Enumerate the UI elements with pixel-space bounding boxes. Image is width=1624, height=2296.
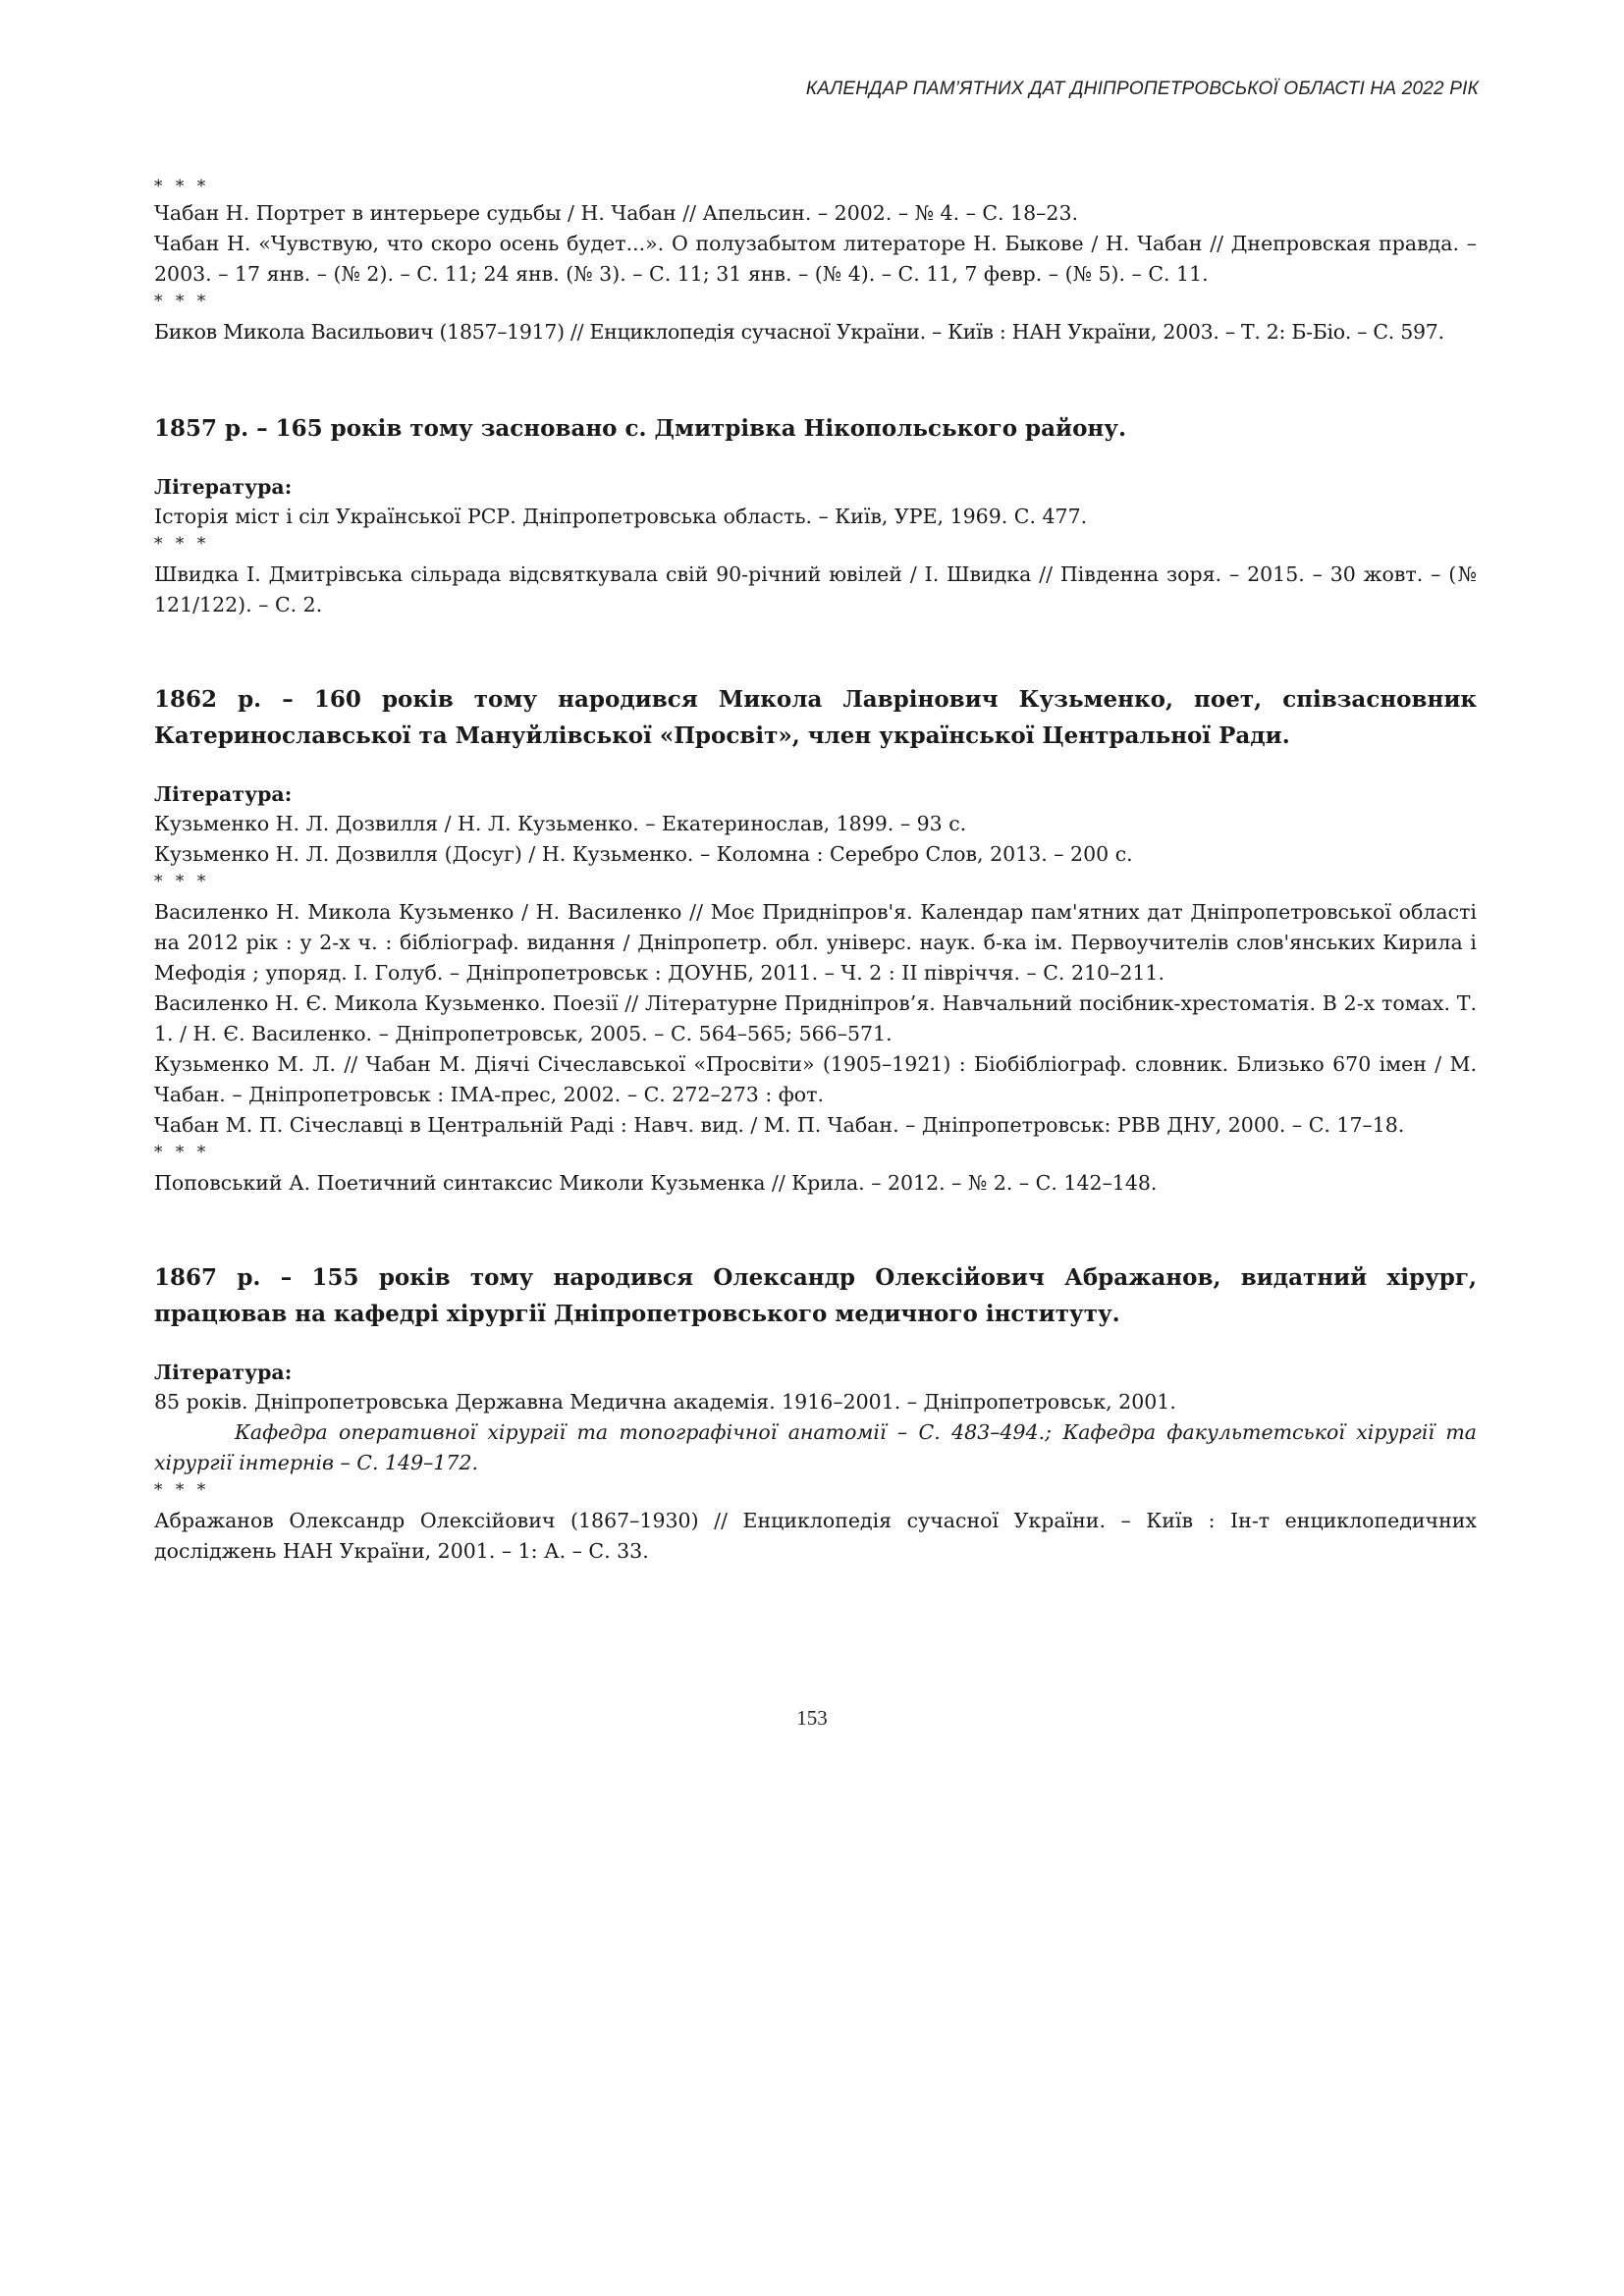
section-title-1867: 1867 р. – 155 років тому народився Олександр Олексійович Абражанов, видатний хірург, працював на кафедрі хірургії Дніпропетровського медичного інституту. — [154, 1264, 1477, 1327]
section-title-1857: 1857 р. – 165 років тому засновано с. Дмитрівка Нікопольського району. — [154, 415, 1126, 442]
separator: * * * — [154, 534, 210, 554]
separator: * * * — [154, 872, 210, 891]
bib-entry: Чабан Н. «Чувствую, что скоро осень будет...». О полузабытом литераторе Н. Быкове / Н. Чабан // Днепровская правда. – 2003. – 17 янв. – (№ 2). – С. 11; 24 янв. (№ 3). – С. 11; 31 янв. – (№ 4). – С. 11, 7 февр. – (№ 5). – С. 11. — [154, 232, 1477, 286]
bib-entry: Василенко Н. Микола Кузьменко / Н. Василенко // Моє Придніпров'я. Календар пам'ятних дат Дніпропетровської області на 2012 рік : у 2-х ч. : бібліограф. видання / Дніпропетр. обл. універс. наук. б-ка ім. Первоучителів слов'янських Кирила і Мефодія ; упоряд. І. Голуб. – Дніпропетровськ : ДОУНБ, 2011. – Ч. 2 : ІІ півріччя. – С. 210–211. — [154, 900, 1477, 985]
literature-label: Література: — [154, 475, 293, 499]
running-header: КАЛЕНДАР ПАМ’ЯТНИХ ДАТ ДНІПРОПЕТРОВСЬКОЇ ОБЛАСТІ НА 2022 РІК — [805, 79, 1479, 99]
bib-entry: Абражанов Олександр Олексійович (1867–1930) // Енциклопедія сучасної України. – Київ : Ін-т енциклопедичних досліджень НАН України, 2001. – 1: А. – С. 33. — [154, 1509, 1477, 1563]
bib-entry: Биков Микола Васильович (1857–1917) // Енциклопедія сучасної України. – Київ : НАН України, 2003. – Т. 2: Б-Біо. – С. 597. — [154, 320, 1444, 344]
literature-label: Література: — [154, 782, 293, 806]
separator: * * * — [154, 1480, 210, 1500]
page-number: 153 — [796, 1706, 828, 1730]
literature-label: Література: — [154, 1361, 293, 1384]
section-title-1862: 1862 р. – 160 років тому народився Микола Лаврінович Кузьменко, поет, співзасновник Катеринославської та Мануйлівської «Просвіт», член української Центральної Ради. — [154, 686, 1477, 749]
bib-entry: Кузьменко Н. Л. Дозвилля (Досуг) / Н. Кузьменко. – Коломна : Серебро Слов, 2013. – 200 с. — [154, 842, 1133, 866]
bib-entry: Василенко Н. Є. Микола Кузьменко. Поезії // Літературне Придніпров’я. Навчальний посібник-хрестоматія. В 2-х томах. Т. 1. / Н. Є. Василенко. – Дніпропетровськ, 2005. – С. 564–565; 566–571. — [154, 991, 1477, 1045]
bib-entry-note: Кафедра оперативної хірургії та топографічної анатомії – С. 483–494.; Кафедра факультетської хірургії та хірургії інтернів – С. 149–172. — [154, 1420, 1477, 1474]
bib-entry: Чабан М. П. Січеславці в Центральній Раді : Навч. вид. / М. П. Чабан. – Дніпропетровськ: РВВ ДНУ, 2000. – С. 17–18. — [154, 1113, 1405, 1137]
bib-entry: Поповський А. Поетичний синтаксис Миколи Кузьменка // Крила. – 2012. – № 2. – С. 142–148. — [154, 1171, 1158, 1195]
page-content — [154, 175, 1477, 1567]
separator: * * * — [154, 177, 210, 196]
bib-entry: Швидка І. Дмитрівська сільрада відсвяткувала свій 90-річний ювілей / І. Швидка // Південна зоря. – 2015. – 30 жовт. – (№ 121/122). – С. 2. — [154, 562, 1477, 616]
bib-entry: Чабан Н. Портрет в интерьере судьбы / Н. Чабан // Апельсин. – 2002. – № 4. – С. 18–23. — [154, 201, 1079, 225]
bib-entry: 85 років. Дніпропетровська Державна Медична академія. 1916–2001. – Дніпропетровськ, 2001. — [154, 1390, 1176, 1414]
separator: * * * — [154, 292, 210, 311]
separator: * * * — [154, 1143, 210, 1162]
bib-entry: Кузьменко М. Л. // Чабан М. Діячі Січеславської «Просвіти» (1905–1921) : Біобібліограф. словник. Близько 670 імен / М. Чабан. – Дніпропетровськ : ІМА-прес, 2002. – С. 272–273 : фот. — [154, 1052, 1477, 1106]
bib-entry: Історія міст і сіл Української РСР. Дніпропетровська область. – Київ, УРЕ, 1969. С. 477. — [154, 505, 1088, 528]
bib-entry: Кузьменко Н. Л. Дозвилля / Н. Л. Кузьменко. – Екатеринослав, 1899. – 93 с. — [154, 812, 967, 835]
